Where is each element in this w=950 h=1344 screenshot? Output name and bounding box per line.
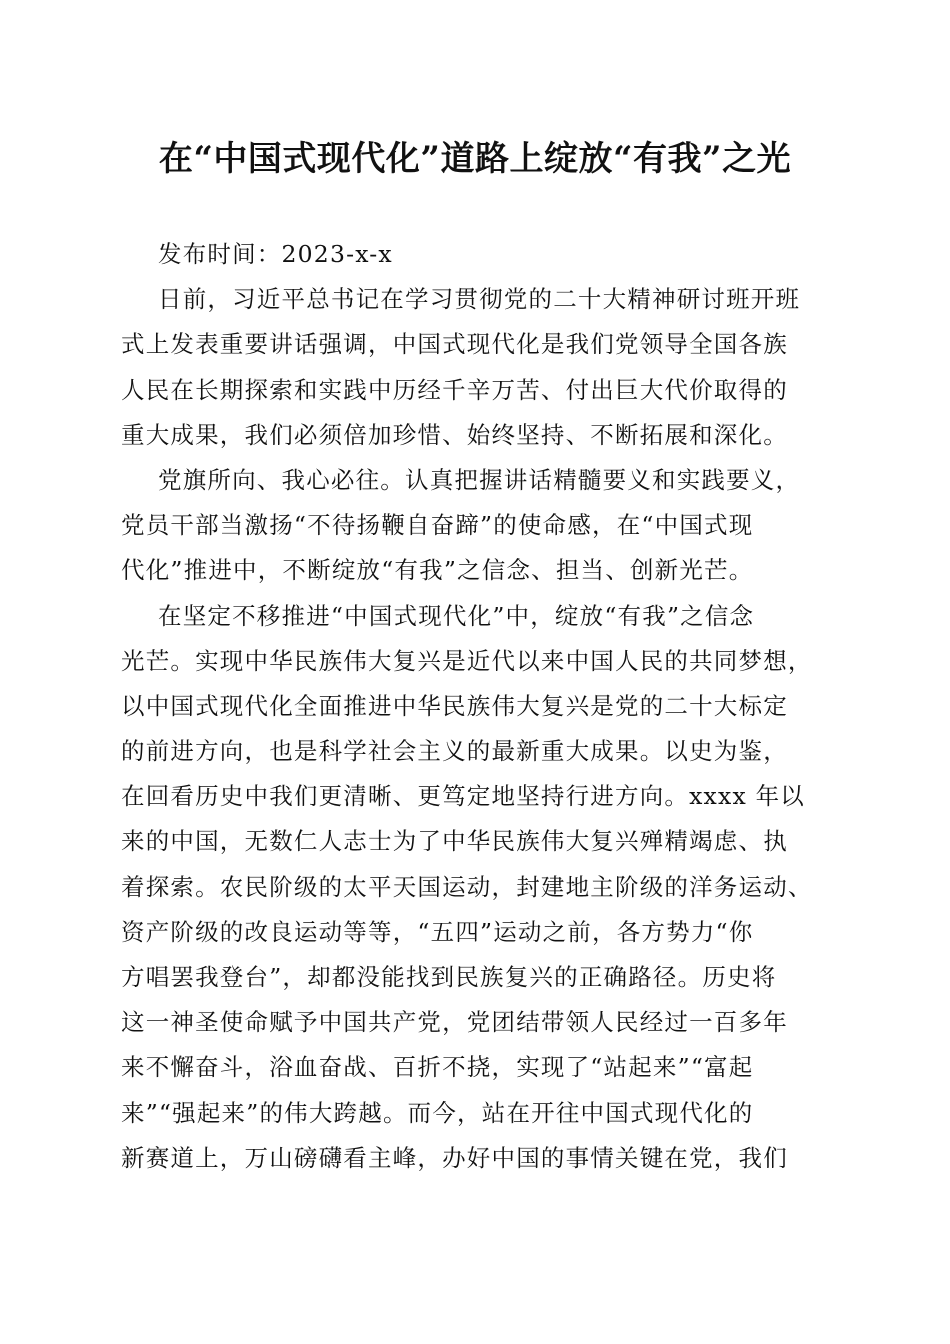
paragraph-3-line-5: 在回看历史中我们更清晰、更笃定地坚持行进方向。xxxx 年以 bbox=[121, 782, 805, 811]
paragraph-1-line-1: 日前，习近平总书记在学习贯彻党的二十大精神研讨班开班 bbox=[158, 285, 801, 314]
paragraph-3-line-4: 的前进方向，也是科学社会主义的最新重大成果。以史为鉴， bbox=[121, 737, 788, 766]
paragraph-1-line-3: 人民在长期探索和实践中历经千辛万苦、付出巨大代价取得的 bbox=[121, 375, 788, 404]
paragraph-2-line-1: 党旗所向、我心必往。认真把握讲话精髓要义和实践要义， bbox=[158, 465, 801, 494]
paragraph-3-line-1: 在坚定不移推进“中国式现代化”中，绽放“有我”之信念 bbox=[158, 601, 755, 630]
paragraph-3-line-7: 着探索。农民阶级的太平天国运动，封建地主阶级的洋务运动、 bbox=[121, 872, 813, 901]
paragraph-3-line-13: 新赛道上，万山磅礴看主峰，办好中国的事情关键在党，我们 bbox=[121, 1143, 788, 1172]
paragraph-3-line-8: 资产阶级的改良运动等等，“五四”运动之前，各方势力“你 bbox=[121, 917, 754, 946]
paragraph-3-line-2: 光芒。实现中华民族伟大复兴是近代以来中国人民的共同梦想， bbox=[121, 646, 813, 675]
paragraph-3-line-3: 以中国式现代化全面推进中华民族伟大复兴是党的二十大标定 bbox=[121, 691, 788, 720]
paragraph-1-line-4: 重大成果，我们必须倍加珍惜、始终坚持、不断拓展和深化。 bbox=[121, 420, 788, 449]
paragraph-3-line-9: 方唱罢我登台”，却都没能找到民族复兴的正确路径。历史将 bbox=[121, 963, 777, 991]
paragraph-2-line-2: 党员干部当激扬“不待扬鞭自奋蹄”的使命感，在“中国式现 bbox=[121, 511, 754, 540]
paragraph-1-line-2: 式上发表重要讲话强调，中国式现代化是我们党领导全国各族 bbox=[121, 330, 788, 359]
document-title: 在“中国式现代化”道路上绽放“有我”之光 bbox=[158, 139, 792, 179]
publish-date: 发布时间：2023-x-x bbox=[158, 240, 393, 268]
paragraph-3-line-10: 这一神圣使命赋予中国共产党，党团结带领人民经过一百多年 bbox=[121, 1008, 788, 1037]
paragraph-3-line-12: 来”“强起来”的伟大跨越。而今，站在开往中国式现代化的 bbox=[121, 1098, 754, 1127]
paragraph-3-line-11: 来不懈奋斗，浴血奋战、百折不挠，实现了“站起来”“富起 bbox=[121, 1053, 754, 1082]
document-body bbox=[121, 232, 841, 1181]
paragraph-2-line-3: 代化”推进中，不断绽放“有我”之信念、担当、创新光芒。 bbox=[121, 556, 754, 585]
paragraph-3-line-6: 来的中国，无数仁人志士为了中华民族伟大复兴殚精竭虑、执 bbox=[121, 827, 788, 856]
